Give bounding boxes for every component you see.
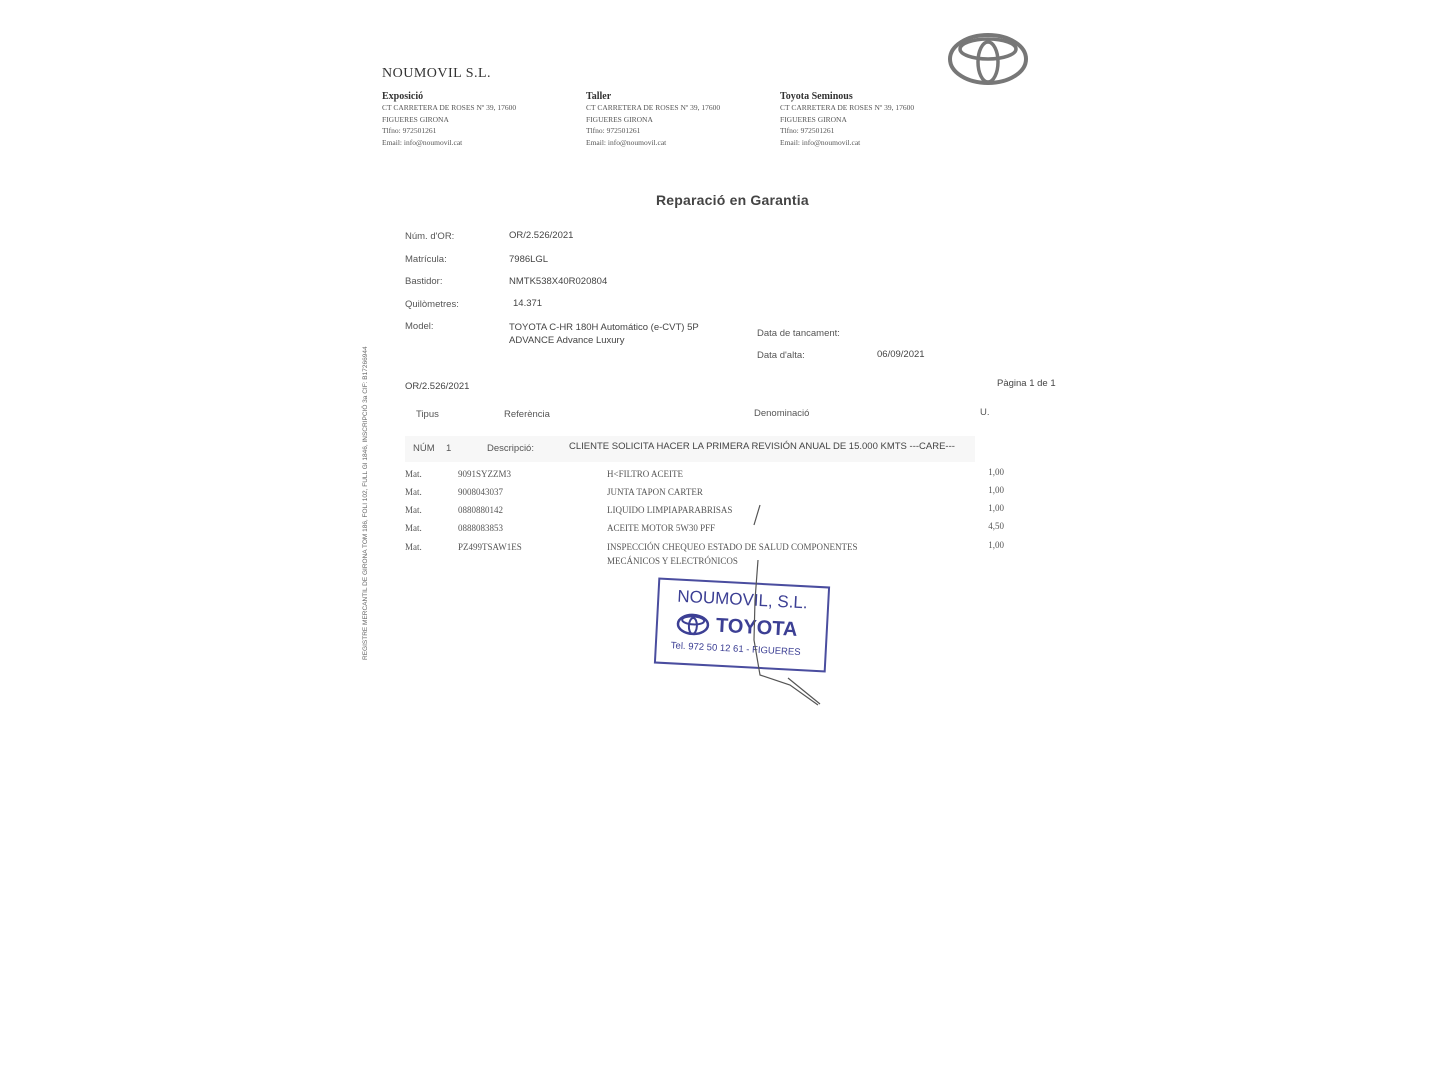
km-label: Quilòmetres: — [405, 299, 459, 310]
row-quantity: 1,00 — [988, 503, 1004, 513]
header-column-taller — [586, 91, 776, 148]
registry-note: REGISTRE MERCANTIL DE GIRONA TOM 186, FOLI 102, FULL GI 1846, INSCRIPCIÓ 3a CIF: B17266944 — [362, 346, 369, 660]
header-city: FIGUERES GIRONA — [382, 114, 449, 124]
open-date-label: Data d'alta: — [757, 350, 805, 361]
chassis-value: NMTK538X40R020804 — [509, 276, 608, 287]
row-type: Mat. — [405, 505, 422, 515]
header-city: FIGUERES GIRONA — [780, 114, 847, 124]
row-type: Mat. — [405, 487, 422, 497]
header-email: Email: info@noumovil.cat — [780, 137, 861, 147]
company-name: NOUMOVIL S.L. — [382, 66, 492, 81]
header-column-seminous — [780, 91, 970, 148]
plate-label: Matrícula: — [405, 254, 447, 265]
row-denomination: ACEITE MOTOR 5W30 PFF — [607, 523, 716, 533]
col-header-unit: U. — [980, 407, 990, 418]
toyota-emblem-icon — [675, 613, 710, 637]
page-info: Pàgina 1 de 1 — [997, 378, 1056, 389]
col-header-reference: Referència — [504, 409, 550, 420]
row-type: Mat. — [405, 523, 422, 533]
row-reference: 9091SYZZM3 — [458, 469, 512, 479]
description-value: CLIENTE SOLICITA HACER LA PRIMERA REVISIÓN ANUAL DE 15.000 KMTS ---CARE--- — [569, 441, 955, 452]
col-header-type: Tipus — [416, 409, 439, 420]
row-denomination: INSPECCIÓN CHEQUEO ESTADO DE SALUD COMPONENTES — [607, 542, 858, 552]
row-reference: PZ499TSAW1ES — [458, 542, 522, 552]
signature-stroke — [740, 500, 840, 715]
row-reference: 0880880142 — [458, 505, 503, 515]
row-denomination: H<FILTRO ACEITE — [607, 469, 683, 479]
header-column-exposicio — [382, 91, 572, 148]
header-email: Email: info@noumovil.cat — [586, 137, 667, 147]
header-column-title: Exposició — [382, 91, 424, 102]
stamp-brand: TOYOTA — [715, 614, 798, 641]
close-date-label: Data de tancament: — [757, 328, 840, 339]
stamp-company-name: NOUMOVIL, S.L. — [676, 586, 809, 613]
header-phone: Tlfno: 972501261 — [382, 126, 437, 135]
row-reference: 9008043037 — [458, 487, 503, 497]
km-value: 14.371 — [513, 298, 543, 309]
header-column-title: Toyota Seminous — [780, 91, 853, 102]
row-quantity: 1,00 — [988, 467, 1004, 477]
open-date-value: 06/09/2021 — [877, 349, 925, 360]
plate-value: 7986LGL — [509, 254, 549, 265]
row-quantity: 4,50 — [988, 521, 1004, 531]
header-address: CT CARRETERA DE ROSES Nº 39, 17600 — [586, 103, 721, 112]
toyota-logo-icon — [946, 32, 1030, 86]
header-column-title: Taller — [586, 91, 612, 102]
header-phone: Tlfno: 972501261 — [586, 126, 641, 135]
order-reference: OR/2.526/2021 — [405, 381, 470, 392]
model-line-2: ADVANCE Advance Luxury — [509, 335, 625, 346]
row-quantity: 1,00 — [988, 540, 1004, 550]
row-reference: 0888083853 — [458, 523, 503, 533]
col-header-denomination: Denominació — [754, 408, 810, 419]
row-type: Mat. — [405, 542, 422, 552]
row-type: Mat. — [405, 469, 422, 479]
header-email: Email: info@noumovil.cat — [382, 137, 463, 147]
num-label: NÚM — [413, 443, 435, 454]
or-number-value: OR/2.526/2021 — [509, 230, 574, 241]
stamp-phone: Tel. 972 50 12 61 - FIGUERES — [670, 640, 801, 659]
model-line-1: TOYOTA C-HR 180H Automático (e-CVT) 5P — [509, 322, 699, 333]
header-address: CT CARRETERA DE ROSES Nº 39, 17600 — [382, 103, 517, 112]
header-phone: Tlfno: 972501261 — [780, 126, 835, 135]
row-denomination-continued: MECÁNICOS Y ELECTRÓNICOS — [607, 556, 738, 566]
row-denomination: JUNTA TAPON CARTER — [607, 487, 703, 497]
header-address: CT CARRETERA DE ROSES Nº 39, 17600 — [780, 103, 915, 112]
description-label: Descripció: — [487, 443, 534, 454]
row-quantity: 1,00 — [988, 485, 1004, 495]
chassis-label: Bastidor: — [405, 276, 443, 287]
document-title: Reparació en Garantia — [656, 192, 809, 208]
or-number-label: Núm. d'OR: — [405, 231, 455, 242]
model-label: Model: — [405, 321, 434, 332]
num-value: 1 — [446, 443, 452, 454]
header-city: FIGUERES GIRONA — [586, 114, 653, 124]
row-denomination: LIQUIDO LIMPIAPARABRISAS — [607, 505, 733, 515]
